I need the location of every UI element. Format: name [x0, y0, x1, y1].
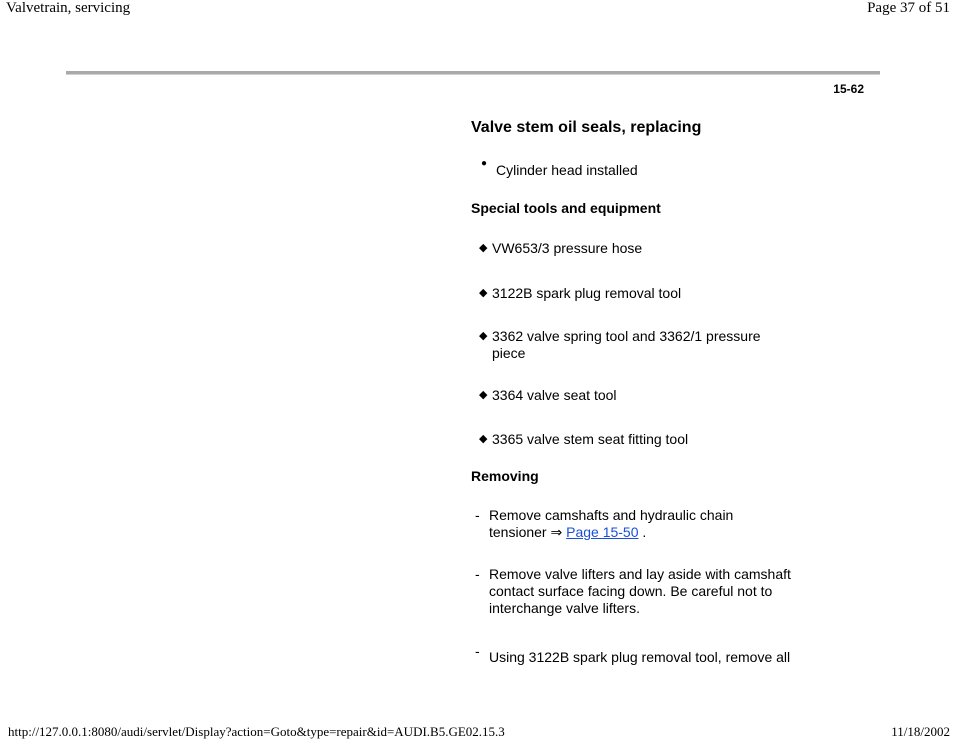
step-item [475, 643, 815, 666]
tool-text: 3364 valve seat tool [492, 387, 617, 403]
step-text: Remove valve lifters and lay aside with camshaft [489, 566, 791, 582]
bullet-icon: ● [481, 158, 488, 169]
tool-item [479, 240, 799, 257]
step-text-post: . [642, 524, 647, 540]
tool-item [479, 431, 799, 448]
diamond-bullet-icon: ◆ [479, 242, 488, 254]
step-text-cont: contact surface facing down. Be careful not to [489, 583, 773, 599]
diamond-bullet-icon: ◆ [479, 433, 488, 445]
step-text-pre: tensioner [489, 524, 547, 540]
tool-item [479, 387, 799, 404]
tool-item [479, 285, 799, 302]
header-divider [66, 71, 880, 75]
step-text: Using 3122B spark plug removal tool, remove all [489, 649, 791, 665]
page-link[interactable]: Page 15-50 [566, 524, 639, 540]
removing-heading: Removing [471, 468, 539, 484]
tool-text-cont: piece [492, 345, 526, 361]
condition-text: Cylinder head installed [496, 162, 638, 178]
dash-bullet: - [475, 643, 480, 659]
step-item [475, 507, 815, 541]
document-title: Valvetrain, servicing [6, 0, 131, 16]
step-text-cont [489, 524, 815, 541]
page-indicator: Page 37 of 51 [867, 0, 950, 16]
tool-item [479, 328, 799, 362]
footer-date: 11/18/2002 [891, 724, 950, 739]
step-item [475, 566, 815, 617]
diamond-bullet-icon: ◆ [479, 330, 488, 342]
tools-heading: Special tools and equipment [471, 200, 661, 216]
dash-bullet: - [475, 566, 480, 582]
tool-text: 3122B spark plug removal tool [492, 285, 682, 301]
step-text: Remove camshafts and hydraulic chain [489, 507, 734, 523]
tool-text: VW653/3 pressure hose [492, 240, 643, 256]
diamond-bullet-icon: ◆ [479, 287, 488, 299]
dash-bullet: - [475, 507, 480, 523]
step-text-cont: interchange valve lifters. [489, 600, 640, 616]
footer-url: http://127.0.0.1:8080/audi/servlet/Display?action=Goto&type=repair&id=AUDI.B5.GE02.15.3 [8, 724, 505, 739]
page-number: 15-62 [833, 82, 864, 96]
tool-text: 3362 valve spring tool and 3362/1 pressure [492, 328, 761, 344]
page-title: Valve stem oil seals, replacing [471, 119, 702, 136]
arrow-icon: ⇒ [550, 524, 563, 540]
diamond-bullet-icon: ◆ [479, 389, 488, 401]
tool-text: 3365 valve stem seat fitting tool [492, 431, 689, 447]
